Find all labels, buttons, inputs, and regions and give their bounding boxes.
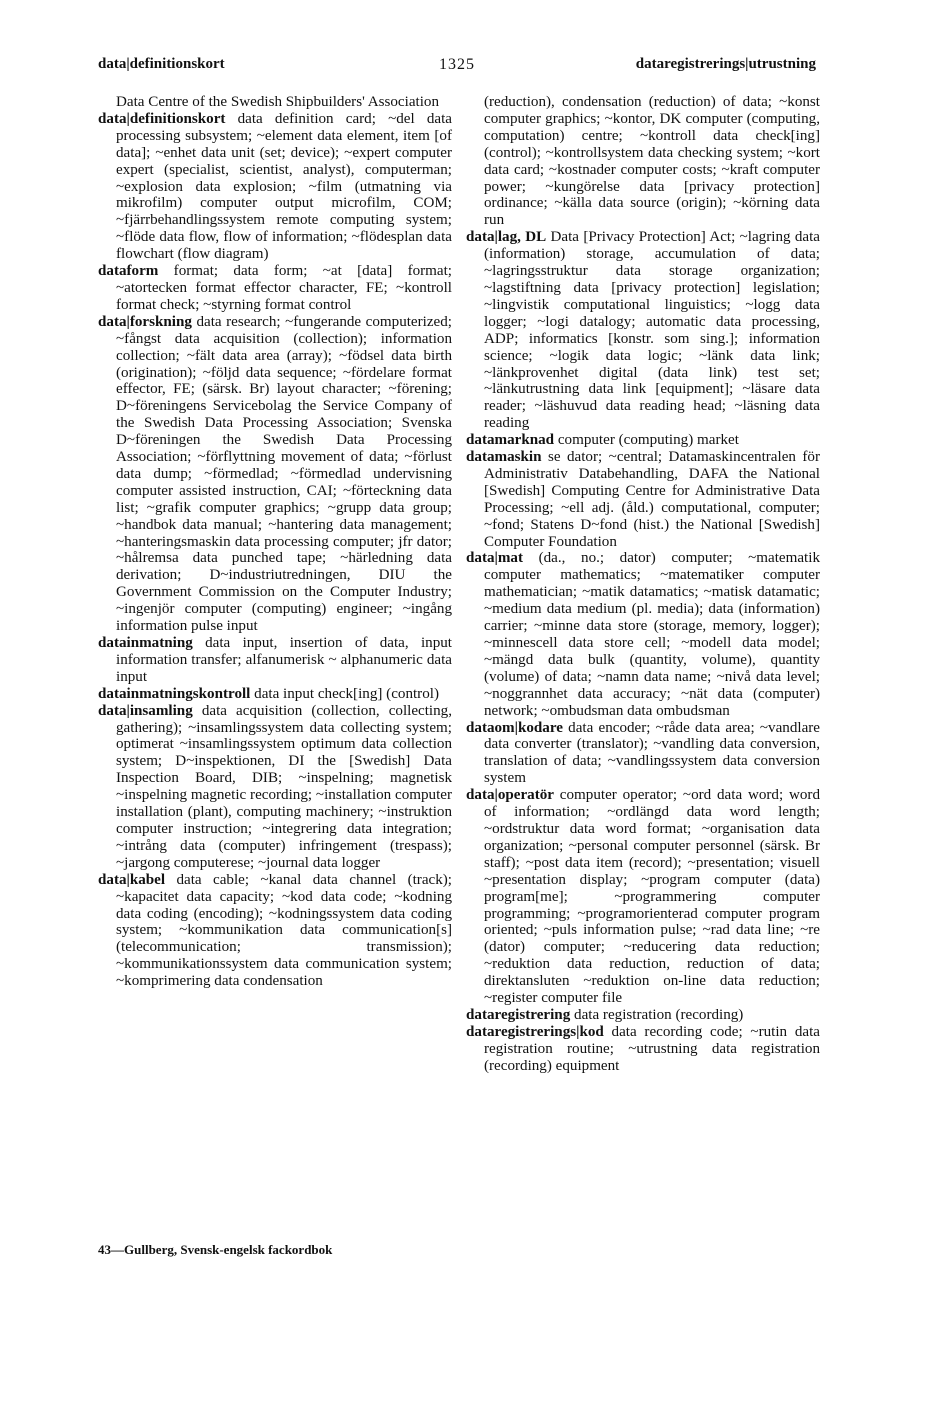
entry-definition: data acquisition (collection, collecting, gathering); ~insamlingssystem data collecting system; optimerat ~insamlingssystem optimum data collection system; D~inspektionen, DI the [Swedish] Data Inspection Board, DIB; ~inspelning; magnetisk ~inspelning magnetic recording; ~installation computer installation (plant), computing machinery; ~instruktion computer instruction; ~integrering data integration; ~intrång data (computer) infringement (trespass); ~jargong computerese; ~journal data logger bbox=[116, 702, 452, 871]
entry-definition: data research; ~fungerande computerized; ~fångst data acquisition (collection); information collection; ~fält data area (array); ~födsel data birth (origination); ~följd data sequence; ~fördelare format effector, FE; (särsk. Br) layout character; ~förening; D~föreningens Servicebolag the Service Company of the Swedish Data Processing Association; Svenska D~föreningen the Swedish Data Processing Association; ~förflyttning movement of data; ~förlust data dump; ~förmedlad; ~förmedlad undervisning computer assisted instruction, CAI; ~förteckning data list; ~grafik computer graphics; ~grupp data group; ~handbok data manual; ~hantering data management; ~hanteringsmaskin data processing computer; jfr dator; ~hålremsa data punched tape; ~härledning data derivation; D~industriutredningen, DIU the Government Commission on the Computer Industry; ~ingenjör computer (computing) engineer; ~ingång information pulse input bbox=[116, 313, 452, 635]
dictionary-entry bbox=[466, 1024, 820, 1075]
dictionary-entry bbox=[466, 1007, 820, 1024]
dictionary-entry bbox=[98, 314, 452, 635]
entry-definition: Data [Privacy Protection] Act; ~lagring data (information) storage, accumulation of data; ~lagringsstruktur data storage organization; ~lagstiftning data [privacy protection] legislation; ~lingvistik computational linguistics; ~logg data logger; ~logi datalogy; automatic data processing, ADP; informatics [konstr. som sing.]; information science; ~logik data logic; ~länk data link; ~länkprovenhet digital (data link) test set; ~länkutrustning data link [equipment]; ~läsare data reader; ~läshuvud data reading head; ~läsning data reading bbox=[484, 229, 821, 432]
entry-headword: data|insamling bbox=[98, 702, 193, 719]
page-header bbox=[98, 56, 816, 82]
dictionary-entry bbox=[98, 872, 452, 990]
header-right-guideword: dataregistrerings|utrustning bbox=[635, 56, 816, 72]
continued-entry-text: (reduction), condensation (reduction) of data; ~konst computer graphics; ~kontor, DK computer (computing, computation) centre; ~kontroll data check[ing] (control); ~kontrollsystem data checking system; ~kort data card; ~kostnader computer costs; ~kraft computer power; ~kungörelse data [privacy protection] ordinance; ~källa data source (origin); ~körning data run bbox=[484, 94, 820, 229]
dictionary-entry bbox=[466, 787, 820, 1007]
entry-definition: se dator; ~central; Datamaskincentralen för Administrativ Databehandling, DAFA the National [Swedish] Computing Centre for Administrative Data Processing; ~ell adj. (åld.) computational, computer; ~fond; Statens D~fond (hist.) the National [Swedish] Computer Foundation bbox=[484, 449, 820, 550]
entry-definition: (da., no.; dator) computer; ~matematik computer mathematics; ~matematiker computer mathematician; ~matik datamatics; ~matisk datamatic; ~medium data medium (pl. media); data (information) carrier; ~minne data store (storage, memory, logger); ~minnescell data store cell; ~modell data model; ~mängd data bulk (quantity, volume), quantity (volume) of data; ~namn data name; ~nivå data level; ~noggrannhet data accuracy; ~nät data (computer) network; ~ombudsman data ombudsman bbox=[484, 550, 820, 719]
dictionary-entry bbox=[98, 111, 452, 263]
entry-definition: data input check[ing] (control) bbox=[250, 685, 439, 702]
header-left-guideword: data|definitionskort bbox=[98, 56, 225, 72]
dictionary-entry bbox=[98, 686, 452, 703]
dictionary-entry bbox=[466, 449, 820, 550]
dictionary-entry bbox=[466, 229, 820, 432]
entry-headword: data|forskning bbox=[98, 313, 192, 330]
dictionary-entry bbox=[466, 432, 820, 449]
page-number: 1325 bbox=[439, 56, 475, 73]
entry-headword: datainmatning bbox=[98, 635, 193, 651]
entry-headword: datamaskin bbox=[466, 449, 542, 466]
entry-definition: data definition card; ~del data processing subsystem; ~element data element, item [of data]; ~enhet data unit (set; device); ~expert computer expert (specialist, scientist, analyst), computerman; ~explosion data explosion; ~film (utmatning via mikrofilm) computer output microfilm, COM; ~fjärrbehandlingssystem remote computing system; ~flöde data flow, flow of information; ~flödesplan data flowchart (flow diagram) bbox=[116, 110, 452, 263]
left-column bbox=[98, 94, 452, 990]
entry-definition: computer (computing) market bbox=[554, 432, 739, 449]
entry-headword: datamarknad bbox=[466, 432, 555, 449]
dictionary-entry bbox=[466, 720, 820, 788]
entry-definition: format; data form; ~at [data] format; ~atortecken format effector character, FE; ~kontroll format check; ~styrning format control bbox=[116, 263, 452, 313]
dictionary-entry bbox=[98, 263, 452, 314]
entry-headword: data|mat bbox=[466, 550, 523, 567]
dictionary-entry bbox=[466, 550, 820, 719]
entry-definition: data input, insertion of data, input information transfer; alfanumerisk ~ alphanumeric data input bbox=[116, 635, 452, 685]
entry-headword: data|kabel bbox=[98, 871, 166, 888]
entry-headword: dataom|kodare bbox=[466, 719, 563, 736]
entry-definition: computer operator; ~ord data word; word of information; ~ordlängd data word length; ~ordstruktur data word format; ~organisation data organization; ~personal computer personnel (särsk. Br staff); ~post data item (record); ~presentation; visuell ~presentation display; ~program computer (data) program[me]; ~programmering computer programming; ~programorienterad computer program oriented; ~puls information pulse; ~rad data line; ~re (dator) computer; ~reducering data reduction; ~reduktion data reduction, reduction of data; direktansluten ~reduktion on-line data reduction; ~register computer file bbox=[484, 787, 820, 1007]
entry-headword: data|lag, DL bbox=[466, 229, 547, 246]
entry-headword: dataregistrering bbox=[466, 1006, 571, 1023]
dictionary-entry bbox=[98, 635, 452, 686]
entry-headword: data|definitionskort bbox=[98, 110, 226, 127]
right-column bbox=[466, 94, 820, 1075]
entry-definition: data cable; ~kanal data channel (track); ~kapacitet data capacity; ~kod data code; ~kodning data coding (encoding); ~kodningssystem data coding system; ~kommunikation data communication[s] (telecommunication; transmission); ~kommunikationssystem data communication system; ~komprimering data condensation bbox=[116, 871, 452, 990]
entry-definition: data recording code; ~rutin data registration routine; ~utrustning data registration (recording) equipment bbox=[484, 1023, 820, 1074]
entry-headword: data|operatör bbox=[466, 787, 554, 804]
continued-entry-text: Data Centre of the Swedish Shipbuilders' Association bbox=[116, 94, 439, 110]
entry-headword: datainmatningskontroll bbox=[98, 685, 251, 702]
entry-headword: dataregistrerings|kod bbox=[466, 1023, 604, 1040]
page-footer: 43—Gullberg, Svensk-engelsk fackordbok bbox=[98, 1242, 333, 1257]
entry-definition: data registration (recording) bbox=[570, 1006, 744, 1023]
entry-headword: dataform bbox=[98, 263, 159, 280]
entry-definition: data encoder; ~råde data area; ~vandlare data converter (translator); ~vandling data conversion, translation of data; ~vandlingssystem data conversion system bbox=[484, 719, 820, 787]
dictionary-entry bbox=[98, 703, 452, 872]
